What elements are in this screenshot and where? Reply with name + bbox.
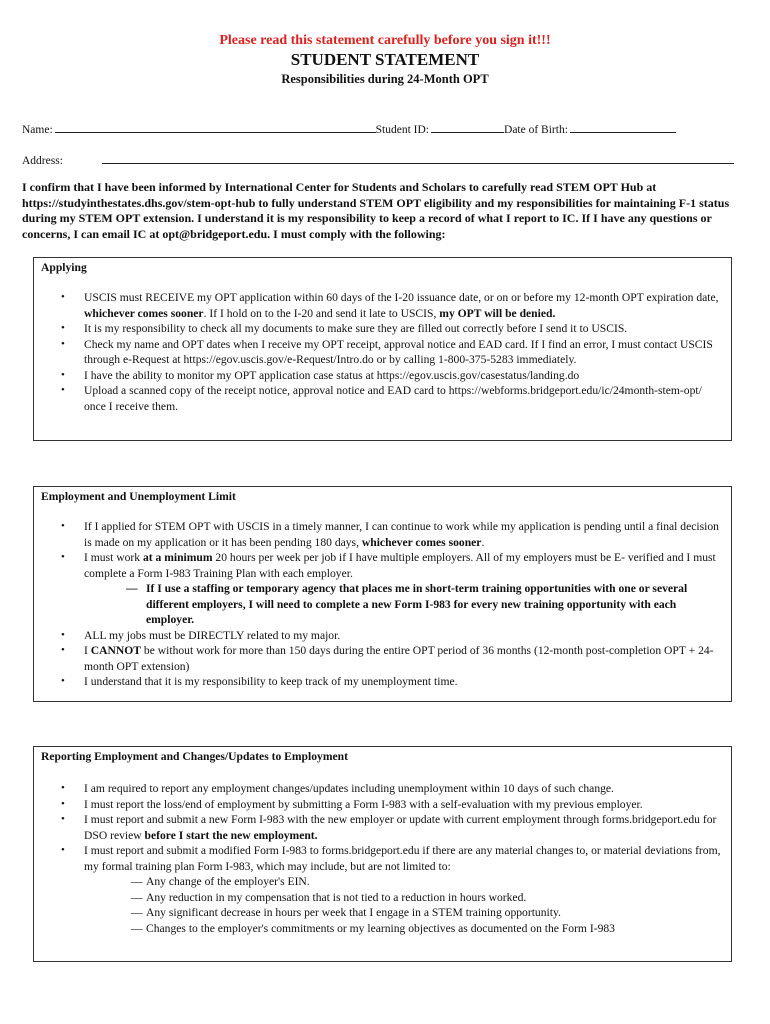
bullet-icon: • — [61, 384, 65, 396]
page-subtitle: Responsibilities during 24-Month OPT — [281, 72, 489, 86]
sub-item: — Any significant decrease in hours per week that I engage in a STEM training opportunity. — [131, 906, 561, 919]
list-item: • I must report and submit a modified Form I-983 to forms.bridgeport.edu if there are any material changes to, or material deviations from, my formal training plan Form I-983, which may include, but are not limited to: — [61, 844, 721, 873]
name-label: Name: — [22, 124, 53, 136]
reporting-section — [33, 746, 732, 962]
bullet-icon: • — [61, 291, 65, 303]
student-info-fields — [22, 121, 734, 167]
bullet-icon: • — [61, 782, 65, 794]
bullet-icon: • — [61, 368, 65, 381]
dob-field[interactable] — [570, 121, 676, 133]
bullet-icon: • — [61, 675, 65, 687]
intro-paragraph: I confirm that I have been informed by International Center for Students and Scholars to carefully read STEM OPT Hub at https://studyinthestates.dhs.gov/stem-opt-hub to fully understand STEM OPT eligibility and my responsibilities for maintaining F-1 status during my STEM OPT extension. I understand it is my responsibility to keep a record of what I report to IC. If I have any questions or concerns, I can email IC at opt@bridgeport.edu. I must comply with the following: — [22, 180, 730, 242]
bullet-icon: • — [61, 813, 65, 825]
warning-text: Please read this statement carefully before you sign it!!! — [219, 33, 551, 48]
name-field[interactable] — [55, 121, 376, 133]
list-item: • USCIS must RECEIVE my OPT application within 60 days of the I-20 issuance date, or on or before my 12-month OPT expiration date, whichever comes sooner. If I hold on to the I-20 and send it late to USCIS, my OPT will be denied. — [61, 291, 719, 320]
list-item: • I understand that it is my responsibility to keep track of my unemployment time. — [61, 675, 458, 688]
reporting-title: Reporting Employment and Changes/Updates to Employment — [41, 750, 348, 763]
list-item: • I must report and submit a new Form I-983 with the new employer or update with current employment through forms.bridgeport.edu for DSO review before I start the new employment. — [61, 813, 717, 842]
list-item: • I am required to report any employment changes/updates including unemployment within 10 days of such change. — [61, 782, 614, 795]
employment-title: Employment and Unemployment Limit — [41, 490, 236, 503]
list-item: • I must report the loss/end of employment by submitting a Form I-983 with a self-evaluation with my previous employer. — [61, 797, 643, 811]
list-item: • I CANNOT be without work for more than 150 days during the entire OPT period of 36 months (12-month post-completion OPT + 24-month OPT extension) — [61, 644, 714, 673]
employment-section — [33, 486, 732, 702]
sub-item: — Any change of the employer's EIN. — [131, 875, 310, 888]
list-item: • Check my name and OPT dates when I receive my OPT receipt, approval notice and EAD card. If I find an error, I must contact USCIS through e-Request at https://egov.uscis.gov/e-Request/Intro.do or by calling 1-800-375-5283 immediately. — [61, 337, 713, 366]
list-item: • It is my responsibility to check all my documents to make sure they are filled out correctly before I send it to USCIS. — [61, 322, 628, 335]
bullet-icon: • — [61, 520, 65, 532]
dash-icon: — — [131, 906, 143, 919]
applying-section — [33, 257, 732, 441]
dash-icon: — — [131, 921, 143, 935]
sub-item: — Changes to the employer's commitments or my learning objectives as documented on the Form I-983 — [131, 921, 615, 935]
bullet-icon: • — [61, 844, 65, 856]
dash-icon: — — [126, 582, 138, 595]
dash-icon: — — [131, 890, 143, 904]
student-id-label: Student ID: — [375, 124, 430, 136]
list-item: • I must work at a minimum 20 hours per week per job if I have multiple employers. All of my employers must be E- verified and I must complete a Form I-983 Training Plan with each employer. — [61, 551, 716, 580]
bullet-icon: • — [61, 628, 65, 641]
list-item: • If I applied for STEM OPT with USCIS in a timely manner, I can continue to work while my application is pending until a final decision is made on my application or it has been pending 180 days, whichever comes sooner. — [61, 520, 719, 549]
sub-item: — If I use a staffing or temporary agency that places me in short-term training opportunities with one or several different employers, I will need to complete a new Form I-983 for every new training opportunity with each employer. — [126, 582, 688, 626]
address-label: Address: — [22, 155, 63, 167]
list-item: • Upload a scanned copy of the receipt notice, approval notice and EAD card to https://webforms.bridgeport.edu/ic/24month-stem-opt/ once I receive them. — [61, 384, 702, 413]
sub-item: — Any reduction in my compensation that is not tied to a reduction in hours worked. — [131, 890, 527, 904]
page-title: STUDENT STATEMENT — [290, 50, 480, 69]
dash-icon: — — [131, 875, 143, 888]
bullet-icon: • — [61, 797, 65, 810]
list-item: • ALL my jobs must be DIRECTLY related to my major. — [61, 628, 341, 642]
bullet-icon: • — [61, 322, 65, 334]
applying-title: Applying — [41, 261, 87, 274]
address-field[interactable] — [102, 152, 734, 164]
student-id-field[interactable] — [431, 121, 504, 133]
bullet-icon: • — [61, 551, 65, 563]
bullet-icon: • — [61, 644, 65, 656]
dob-label: Date of Birth: — [504, 124, 568, 136]
bullet-icon: • — [61, 337, 65, 350]
list-item: • I have the ability to monitor my OPT application case status at https://egov.uscis.gov/casestatus/landing.do — [61, 368, 580, 382]
